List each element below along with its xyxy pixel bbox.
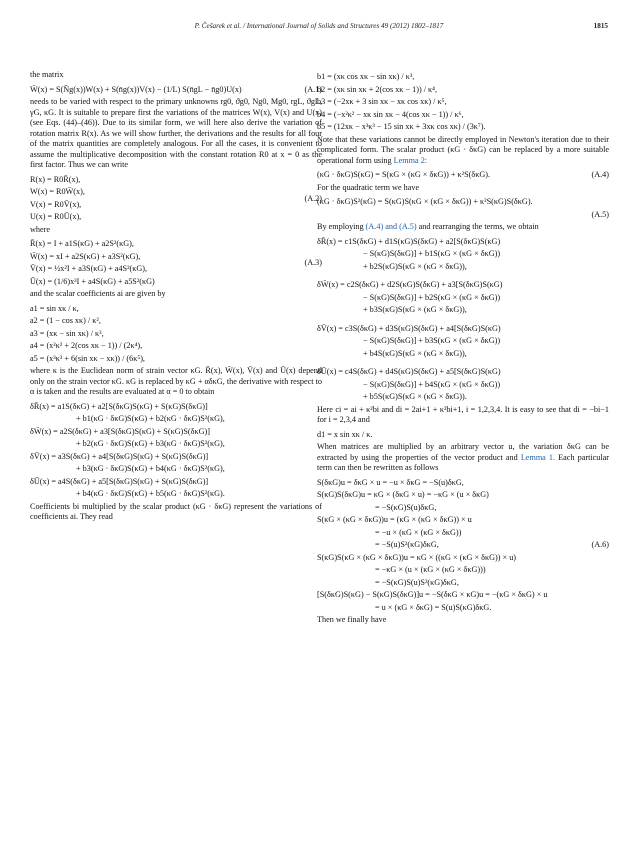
equation-block-a6 (317, 478, 609, 614)
paragraph: the matrix (30, 70, 64, 79)
paragraph: where κ is the Euclidean norm of strain vector κG. R̄(x), W̄(x), V̄(x) and Ū(x) depend only on the strain vector κG. κG is replaced by κG + αδκG, the derivative with respect to α is taken and the results are evaluated at α = 0 to obtain (30, 366, 322, 396)
equation-line: = u × (κG × δκG) = S(u)S(κG)δκG. (375, 602, 492, 612)
equation-line: − S(κG)S(δκG)] + b3S(κG × (κG × δκG)) (363, 336, 501, 345)
equation-line: + b3(κG · δκG)S(κG) + b4(κG · δκG)S²(κG), (76, 464, 225, 473)
equation-line: + b3S(κG)S(κG × (κG × δκG)), (363, 305, 467, 314)
lemma-2-link[interactable]: Lemma 2: (393, 155, 428, 165)
paragraph (317, 442, 609, 474)
paragraph-text: and rearranging the terms, we obtain (418, 222, 539, 231)
right-column (317, 70, 609, 630)
rearranged-equations (317, 237, 609, 403)
paragraph (317, 135, 609, 167)
equation-line: S(κG)S(δκG)u = κG × (δκG × u) = −κG × (u × δκG) (317, 490, 489, 499)
equation-number: (A.1) (304, 84, 322, 94)
equation-number: (A.5) (591, 209, 609, 219)
equation-line: V(x) = R0V̄(x), (30, 199, 82, 209)
equation-line: − S(κG)S(δκG)] + b1S(κG × (κG × δκG)) (363, 249, 501, 258)
paragraph: and the scalar coefficients ai are given by (30, 289, 166, 298)
coefficient-b2: b2 = (xκ sin xκ + 2(cos xκ − 1)) / κ⁴, (317, 84, 438, 94)
coefficient-b4: b4 = (−x²κ² − xκ sin xκ − 4(cos xκ − 1)) / κ⁶, (317, 109, 464, 119)
equation-line: δR̄(x) = c1S(δκG) + d1S(κG)S(δκG) + a2[S(δκG)S(κG) (317, 236, 501, 246)
coefficient-a1: a1 = sin xκ / κ, (30, 303, 79, 313)
equation-line: δR̄(x) = a1S(δκG) + a2[S(δκG)S(κG) + S(κG)S(δκG)] (30, 401, 208, 411)
paragraph-text: Note that these variations cannot be directly employed in Newton's iteration due to their complicated form. The scalar product (κG · δκG) can be replaced by a more suitable operational form using (317, 134, 609, 165)
equation-text: (κG · δκG)S²(κG) = S(κG)S(κG × (κG × δκG)) + κ²S(κG)S(δκG). (317, 197, 533, 206)
paragraph-text: When matrices are multiplied by an arbitrary vector u, the variation δκG can be extracted by using the properties of the vector product and (317, 442, 609, 462)
equation-line: + b5S(κG)S(κG × (κG × δκG)). (363, 392, 467, 401)
equation-line: = −κG × (u × (κG × (κG × δκG))) (375, 565, 486, 574)
coefficient-a2: a2 = (1 − cos xκ) / κ², (30, 316, 101, 325)
equation-number: (A.3) (304, 257, 322, 267)
equation-line: = −u × (κG × (κG × δκG)) (375, 527, 462, 537)
equation-line: − S(κG)S(δκG)] + b2S(κG × (κG × δκG)) (363, 292, 501, 302)
equation-a4 (317, 170, 609, 181)
coefficient-b3: b3 = (−2xκ + 3 sin xκ − xκ cos xκ) / κ⁵, (317, 97, 447, 106)
equation-block-a2 (30, 175, 322, 223)
equation-line: δV̄(x) = a3S(δκG) + a4[S(δκG)S(κG) + S(κG)S(δκG)] (30, 451, 209, 461)
paragraph (317, 222, 609, 233)
paragraph: where (30, 224, 51, 234)
equation-text: W̄(x) = S(N̄g(x))W(x) + S(n̄g(x))V(x) − (1/L) S(n̄gL − n̄g0)U(x) (30, 84, 242, 94)
equation-line: δV̄(x) = c3S(δκG) + d3S(κG)S(δκG) + a4[S(δκG)S(κG) (317, 323, 501, 333)
paragraph-text: By employing (317, 222, 364, 231)
equation-line: + b4(κG · δκG)S(κG) + b5(κG · δκG)S²(κG). (76, 489, 225, 498)
equation-line: = −S(κG)S(u)S²(κG)δκG, (375, 577, 459, 587)
equation-line: = −S(u)S²(κG)δκG, (375, 540, 439, 549)
equation-line: Ū(x) = (1/6)x³I + a4S(κG) + a5S²(κG) (30, 276, 155, 286)
coefficient-list (30, 304, 322, 365)
equation-line: S(κG)S(κG × (κG × δκG))u = κG × ((κG × (κG × δκG)) × u) (317, 552, 517, 562)
left-column (30, 70, 322, 527)
equation-line: = −S(κG)S(u)δκG, (375, 502, 437, 512)
equation-line: δŪ(x) = a4S(δκG) + a5[S(δκG)S(κG) + S(κG)S(δκG)] (30, 476, 209, 486)
equation-line: W̄(x) = xI + a2S(κG) + a3S²(κG), (30, 251, 141, 261)
paragraph: Coefficients bi multiplied by the scalar product (κG · δκG) represent the variations of coefficients ai. They read (30, 501, 322, 521)
coefficient-a5: a5 = (x³κ³ + 6(sin xκ − xκ)) / (6κ⁵), (30, 353, 145, 363)
coefficient-b1: b1 = (xκ cos xκ − sin xκ) / κ³, (317, 72, 415, 81)
lemma-1-link[interactable]: Lemma 1. (520, 452, 556, 462)
coefficient-b5: b5 = (12xκ − x³κ³ − 15 sin xκ + 3xκ cos xκ) / (3κ⁷). (317, 122, 486, 131)
equation-number: (A.2) (304, 193, 322, 203)
b-coefficient-list (317, 72, 609, 133)
equation-line: δW̄(x) = c2S(δκG) + d2S(κG)S(δκG) + a3[S(δκG)S(κG) (317, 280, 503, 289)
equation-line: U(x) = R0Ū(x), (30, 212, 82, 221)
equation-text: (κG · δκG)S(κG) = S(κG × (κG × δκG)) + κ²S(δκG). (317, 170, 491, 179)
coefficient-a3: a3 = (xκ − sin xκ) / κ³, (30, 328, 104, 338)
equation-line: + b1(κG · δκG)S(κG) + b2(κG · δκG)S²(κG), (76, 414, 225, 423)
equation-number-row (317, 210, 609, 221)
running-header (30, 22, 608, 36)
running-title: P. Češarek et al. / International Journal of Solids and Structures 49 (2012) 1802–1817 (194, 22, 444, 30)
paragraph: Here ci = ai + κ²bi and di = 2ai+1 + κ²bi+1, i = 1,2,3,4. It is easy to see that di = −bi−1 for i = 2,3,4 and (317, 404, 609, 424)
equation-line: W(x) = R0W̄(x), (30, 187, 85, 196)
equation-line: R̄(x) = I + a1S(κG) + a2S²(κG), (30, 239, 134, 248)
equation-line: V̄(x) = ½x²I + a3S(κG) + a4S²(κG), (30, 264, 148, 273)
equation-d1: d1 = x sin xκ / κ. (317, 429, 373, 439)
equation-line: S(δκG)u = δκG × u = −u × δκG = −S(u)δκG, (317, 477, 464, 487)
equation-line: − S(κG)S(δκG)] + b4S(κG × (κG × δκG)) (363, 379, 501, 389)
equation-line: + b2(κG · δκG)S(κG) + b3(κG · δκG)S²(κG), (76, 439, 225, 448)
equation-number: (A.4) (591, 170, 609, 179)
equation-line: S(κG × (κG × δκG))u = (κG × (κG × δκG)) × u (317, 515, 472, 524)
page-number: 1815 (593, 22, 608, 30)
equation-line: [S(δκG)S(κG) − S(κG)S(δκG)]u = −S(δκG × κG)u = −(κG × δκG) × u (317, 590, 548, 599)
equation-line: δŪ(x) = c4S(δκG) + d4S(κG)S(δκG) + a5[S(δκG)S(κG) (317, 367, 501, 376)
equation-line: + b4S(κG)S(κG × (κG × δκG)), (363, 348, 467, 358)
equation-number: (A.6) (591, 540, 609, 549)
paragraph: needs to be varied with respect to the primary unknowns rg0, ϑg0, Ng0, Mg0, rgL, ϑgL, γG, κG. It is suitable to prepare first the variations of the matrices W(x), V(x) and U(x) (see Eqs. (44)–(46)). Due to its similar form, we will here also derive the variation of rotation matrix R(x). As we will show further, the derivations and the results for all four of the matrix quantities are completely analogous. For all the cases, it is convenient to assume the multiplicative decomposition with the constant rotation R0 at x = 0 as the first factor. Thus we can write (30, 97, 322, 169)
equation-ref-link[interactable]: (A.4) and (A.5) (365, 222, 417, 231)
coefficient-a4: a4 = (x²κ² + 2(cos xκ − 1)) / (2κ⁴), (30, 341, 143, 350)
paragraph-text: Each particular term can then be rewritten as follows (317, 452, 610, 472)
paragraph: For the quadratic term we have (317, 182, 420, 192)
equation-block-a3 (30, 239, 322, 287)
equation-line: + b2S(κG)S(κG × (κG × δκG)), (363, 261, 467, 271)
variation-equations (30, 402, 322, 500)
equation-a1 (30, 85, 322, 96)
equation-line: R(x) = R0R̄(x), (30, 174, 81, 184)
equation-line: δW̄(x) = a2S(δκG) + a3[S(δκG)S(κG) + S(κG)S(δκG)] (30, 426, 210, 436)
equation-a5 (317, 197, 609, 208)
paragraph: Then we finally have (317, 615, 387, 624)
